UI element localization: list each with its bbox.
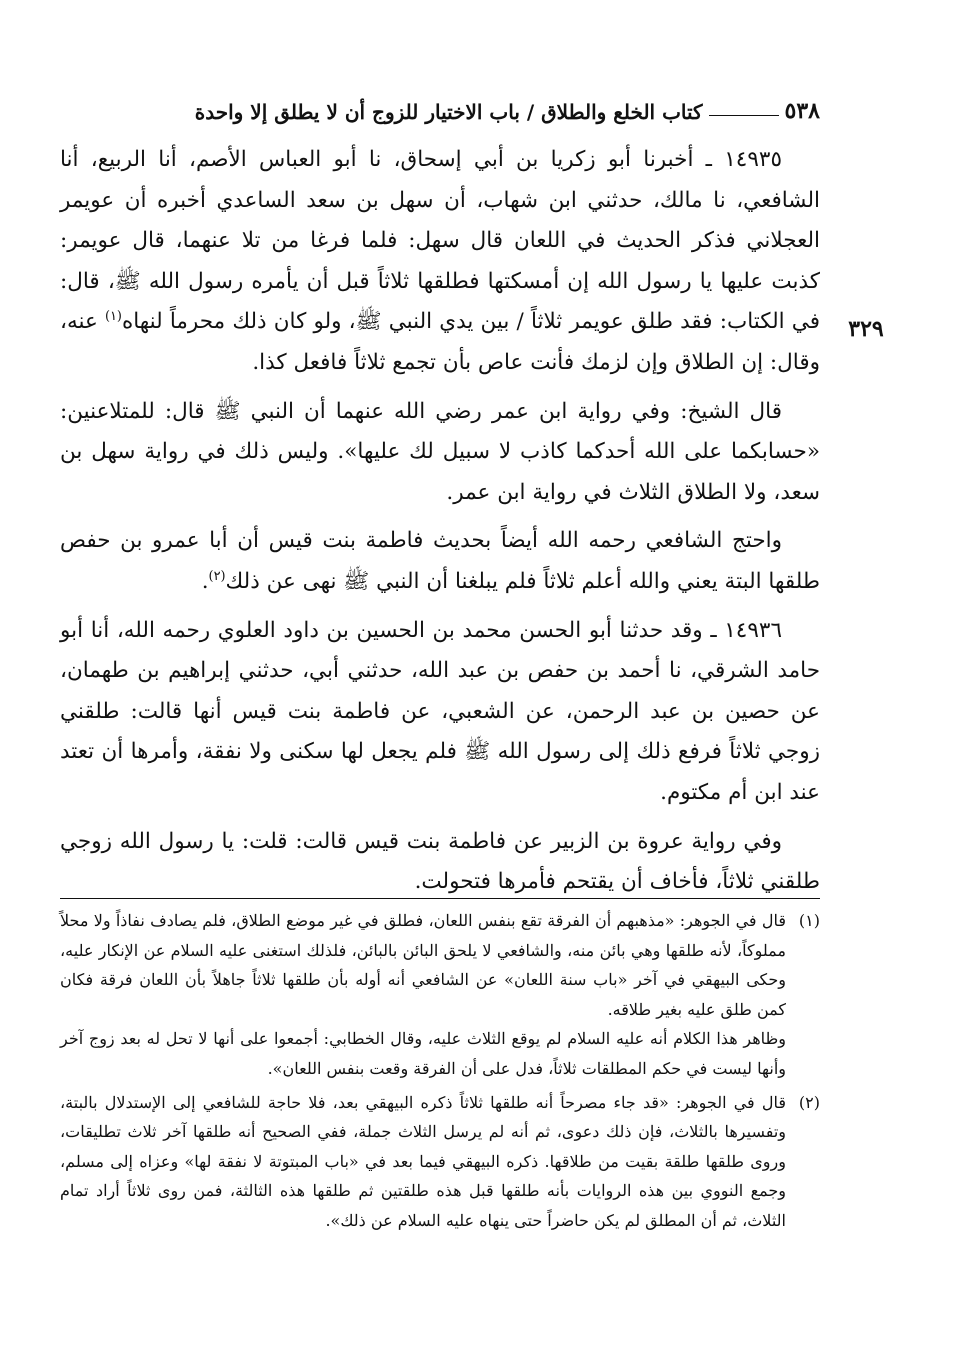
footnote-number: (١) bbox=[798, 911, 820, 930]
footnotes bbox=[60, 906, 820, 1236]
paragraph-text: عنه، وقال: إن الطلاق وإن لزمك فأنت عاص بأن تجمع ثلاثاً فافعل كذا. bbox=[60, 309, 820, 375]
footnote-ref-1[interactable]: (١) bbox=[104, 309, 122, 325]
paragraph-text: ١٤٩٣٦ ـ وقد حدثنا أبو الحسن محمد بن الحسين بن داود العلوي رحمه الله، أنا أبو حامد الشرقي، نا أحمد بن حفص بن عبد الله، حدثني أبي، حدثني إبراهيم بن طهمان، عن حصين بن عبد الرحمن، عن الشعبي، عن فاطمة بنت قيس أنها قالت: طلقني زوجي ثلاثاً فرفع ذلك إلى رسول الله ﷺ فلم يجعل لها سكنى ولا نفقة، وأمرها أن تعتد عند ابن أم مكتوم. bbox=[60, 617, 820, 805]
page-number: ٥٣٨ bbox=[784, 98, 820, 124]
paragraph-hadith-14935 bbox=[60, 140, 820, 384]
paragraph-hadith-14936 bbox=[60, 611, 820, 814]
footnote-number: (٢) bbox=[798, 1092, 820, 1112]
footnote-ref-2[interactable]: (٢) bbox=[208, 568, 226, 584]
running-title: كتاب الخلع والطلاق / باب الاختيار للزوج أن لا يطلق إلا واحدة bbox=[194, 100, 703, 124]
paragraph-urwa-narration bbox=[60, 822, 820, 903]
footnote-text: قال في الجوهر: «مذهبهم أن الفرقة تقع بنفس اللعان، فطلق في غير موضع الطلاق، فلم يصادف نفاذاً ولا محلاً مملوكاً، لأنه طلقها وهي بائن منه، والشافعي لا يلحق البائن بالبائن، فلذلك استغنى عليه السلام عن الإنكار عليه، وحكى البيهقي في آخر «باب سنة اللعان» عن الشافعي أنه أوله بأن طلقها ثلاثاً جاهلاً بأن اللعان فرقة فكان كمن طلق عليه بغير طلاقه. bbox=[60, 911, 786, 1019]
paragraph-text: . bbox=[201, 568, 209, 594]
main-text bbox=[60, 140, 820, 903]
header-dash-line bbox=[709, 115, 779, 116]
paragraph-text: ١٤٩٣٥ ـ أخبرنا أبو زكريا بن أبي إسحاق، نا أبو العباس الأصم، أنا الربيع، أنا الشافعي، نا مالك، حدثني ابن شهاب، أن سهل بن سعد الساعدي أخبره أن عويمر العجلاني فذكر الحديث في اللعان قال سهل: فلما فرغا من تلا عنهما، قال عويمر: كذبت عليها يا رسول الله إن أمسكتها فطلقها ثلاثاً قبل أن يأمره رسول الله ﷺ، قال: في الكتاب: فقد طلق عويمر ثلاثاً / بين يدي النبي ﷺ، ولو كان ذلك محرماً لنهاه bbox=[60, 147, 820, 335]
page-header bbox=[60, 80, 820, 124]
paragraph-text: وفي رواية عروة بن الزبير عن فاطمة بنت قيس قالت: قلت: يا رسول الله زوجي طلقني ثلاثاً، فأخاف أن يقتحم فأمرها فتحولت. bbox=[60, 828, 820, 895]
footnote-2 bbox=[60, 1088, 820, 1236]
footnote-continuation: وظاهر هذا الكلام أنه عليه السلام لم يوقع الثلاث عليه، وقال الخطابي: أجمعوا على أنها لا تحل له بعد زوج آخر وأنها ليست في حكم المطلقات ثلاثاً، فدل على أن الفرقة وقعت بنفس اللعان». bbox=[60, 1029, 786, 1078]
paragraph-text: واحتج الشافعي رحمه الله أيضاً بحديث فاطمة بنت قيس أن أبا عمرو بن حفص طلقها البتة يعني والله أعلم ثلاثاً فلم يبلغنا أن النبي ﷺ نهى عن ذلك bbox=[60, 528, 820, 594]
paragraph-shafii-argument bbox=[60, 521, 820, 602]
paragraph-sheikh-comment bbox=[60, 392, 820, 514]
footnote-text: قال في الجوهر: «قد جاء مصرحاً أنه طلقها ثلاثاً ذكره البيهقي بعد، فلا حاجة للشافعي إلى الإستدلال بالبتة، وتفسيرها بالثلاث، فإن ذلك دعوى، ثم أنه لم يرسل الثلاث جملة، ففي الصحيح أنه طلقها آخر ثلاث تطليقات، وروى طلقها طلقة بقيت من طلاقها. ذكره البيهقي فيما بعد في «باب المبتوتة لا نفقة لها» وعزاه إلى مسلم، وجمع النووي بين هذه الروايات بأنه طلقها قبل هذه طلقتين ثم طلقها هذه الثالثة، فمن روى ثلاثاً أراد تمام الثلاث، ثم أن المطلق لم يكن حاضراً حتى ينهاه عليه السلام عن ذلك». bbox=[60, 1092, 787, 1230]
footnote-1 bbox=[60, 906, 820, 1084]
paragraph-text: قال الشيخ: وفي رواية ابن عمر رضي الله عنهما أن النبي ﷺ قال: للمتلاعنين: «حسابكما على الله أحدكما كاذب لا سبيل لك عليها». وليس ذلك في رواية سهل بن سعد، ولا الطلاق الثلاث في رواية ابن عمر. bbox=[60, 398, 820, 505]
margin-page-reference: ٣٢٩ bbox=[848, 316, 884, 342]
footnote-separator bbox=[60, 898, 820, 899]
